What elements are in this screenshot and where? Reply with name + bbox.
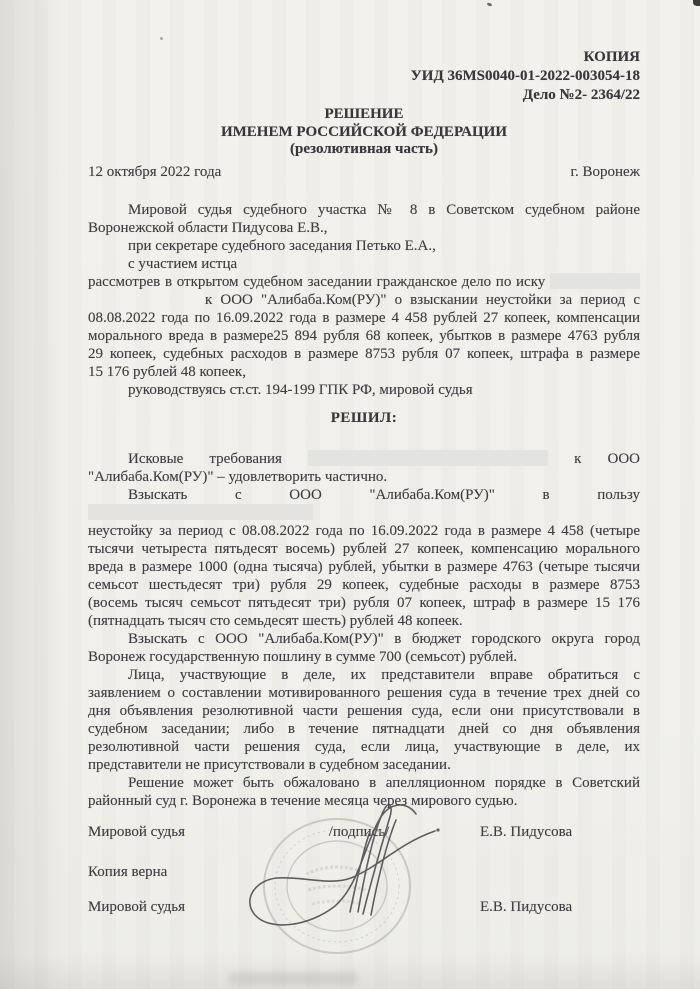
motivated-decision-line: дня объявления резолютивной части решения суда, если они присутствовали в: [88, 702, 640, 719]
intro-line: руководствуясь ст.ст. 194-199 ГПК РФ, мировой судья: [128, 381, 473, 398]
operative-part-subtitle: (резолютивная часть): [290, 141, 438, 157]
copy-label: КОПИЯ: [583, 49, 640, 65]
decision-date: 12 октября 2022 года: [88, 163, 222, 180]
decision-title: РЕШЕНИЕ: [324, 106, 404, 122]
duty-line: Воронеж государственную пошлину в сумме 700 (семьсот) рублей.: [88, 648, 518, 665]
intro-line: с участием истца: [128, 255, 238, 272]
judge-name: Е.В. Пидусова: [480, 898, 573, 915]
intro-line: 15 176 рублей 48 копеек,: [88, 363, 246, 380]
scan-bottom-shadow: [0, 953, 700, 989]
case-uid: УИД 36MS0040-01-2022-003054-18: [410, 68, 640, 84]
scan-speck: [693, 0, 700, 6]
motivated-decision-line: Лица, участвующие в деле, их представители вправе обратиться с: [128, 666, 640, 683]
motivated-decision-line: судебном заседании; либо в течение пятнадцати дней со дня объявления: [88, 720, 640, 737]
claim-pre-text: Исковые требования: [128, 450, 282, 467]
duty-line: Взыскать с ООО "Алибаба.Ком(РУ)" в бюджет городского округа город: [128, 630, 640, 647]
motivated-decision-line: резолютивной части решения суда, если лица, участвующие в деле, их: [88, 738, 640, 755]
award-line: (пятнадцать тысяч сто семьдесят шесть) рублей 48 копеек.: [88, 612, 463, 629]
award-line: вреда в размере 1000 (одна тысяча) рублей, убытки в размере 4763 (четыре тысячи: [88, 558, 640, 575]
claim-line-with-redaction: [88, 450, 640, 468]
intro-line: 29 копеек, судебных расходов в размере 8753 рубля 07 копеек, штрафа в размере: [88, 345, 640, 362]
header-block: [88, 48, 640, 105]
award-line: неустойку за период с 08.08.2022 года по 16.09.2022 года в размере 4 458 (четыре: [88, 522, 640, 539]
claim-post-text: к ООО: [574, 450, 641, 467]
claim-line: "Алибаба.Ком(РУ)" – удовлетворить частично.: [88, 468, 388, 485]
intro-section: [88, 201, 640, 399]
scan-left-shadow: [0, 0, 72, 989]
intro-line: при секретаре судебного заседания Петько Е.А.,: [128, 237, 436, 254]
document-content: [88, 48, 640, 916]
intro-line: 08.08.2022 года по 16.09.2022 года в размере 4 458 рублей 27 копеек, компенсации: [88, 309, 640, 326]
intro-line-text: рассмотрев в открытом судебном заседании гражданское дело по иску: [88, 273, 546, 290]
resolution-heading: РЕШИЛ:: [330, 409, 398, 426]
redaction-box: [88, 504, 313, 520]
scan-speck: [487, 2, 493, 7]
signature-placeholder: /подпись/: [328, 823, 390, 840]
decision-city: г. Воронеж: [570, 163, 640, 180]
copy-certified-note: Копия верна: [88, 863, 168, 880]
appeal-line: Решение может быть обжаловано в апелляционном порядке в Советский: [128, 774, 640, 791]
motivated-decision-line: представители не присутствовали в судебном заседании.: [88, 756, 451, 773]
judge-label: Мировой судья: [88, 823, 186, 840]
case-number: Дело №2- 2364/22: [522, 87, 640, 103]
intro-line: Мировой судья судебного участка № 8 в Советском судебном районе: [128, 201, 640, 218]
intro-line: Воронежской области Пидусова Е.В.,: [88, 219, 328, 236]
award-line: (восемь тысяч семьсот пятьдесят три) рубля 07 копеек, штраф в размере 15 176: [88, 594, 640, 611]
award-line: тысячи четыреста пятьдесят восемь) рублей 27 копеек, компенсацию морального: [88, 540, 640, 557]
appeal-line: районный суд г. Воронежа в течение месяца через мирового судью.: [88, 792, 518, 809]
judge-signature-icon: [238, 792, 450, 944]
motivated-decision-line: заявлением о составлении мотивированного решения суда в течение трех дней со: [88, 684, 640, 701]
intro-line: морального вреда в размере25 894 рубля 68 копеек, убытков в размере 4763 рубля: [88, 327, 640, 344]
award-line-with-redaction: [88, 486, 640, 522]
in-the-name-of-title: ИМЕНЕМ РОССИЙСКОЙ ФЕДЕРАЦИИ: [220, 123, 508, 140]
judge-name: Е.В. Пидусова: [480, 823, 573, 840]
award-line: семьсот шестьдесят три) рубля 29 копеек, судебные расходы в размере 8753: [88, 576, 640, 593]
scan-speck: [160, 37, 163, 40]
dateline: [88, 163, 640, 181]
award-pre-text: Взыскать с ООО "Алибаба.Ком(РУ)" в пользу: [128, 486, 640, 503]
redaction-box: [550, 273, 640, 289]
title-block: [88, 106, 640, 159]
redaction-box: [308, 450, 548, 466]
intro-line-with-redaction: [88, 273, 640, 291]
judge-label: Мировой судья: [88, 898, 186, 915]
operative-section: [88, 450, 640, 810]
intro-line: к ООО "Алибаба.Ком(РУ)" о взыскании неустойки за период с: [205, 291, 640, 308]
